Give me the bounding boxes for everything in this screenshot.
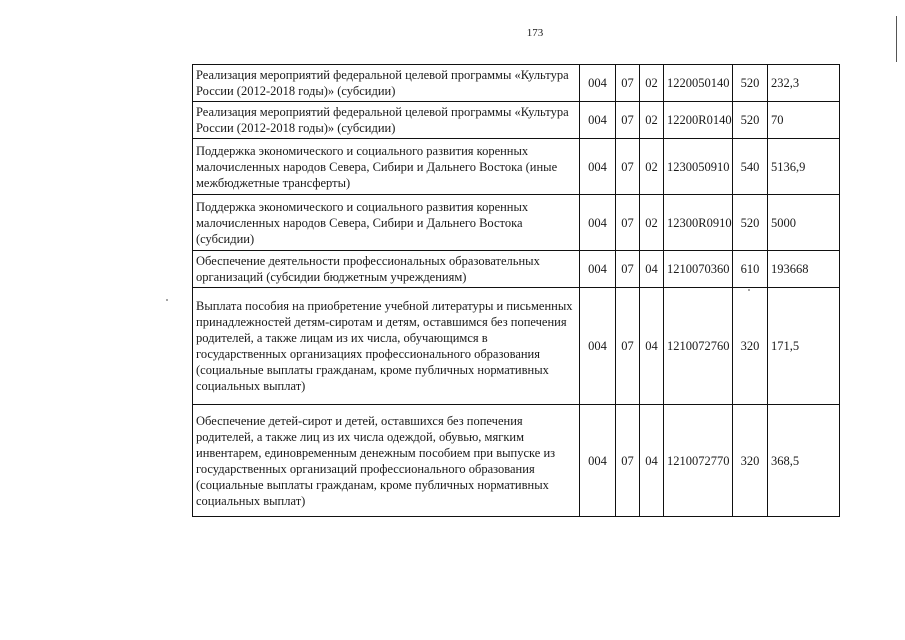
amount-value: 5136,9	[768, 139, 840, 195]
row-description: Поддержка экономического и социального развития коренных малочисленных народов Севера, Сибири и Дальнего Востока (иные межбюджетные трансферты)	[193, 139, 580, 195]
admin-code: 004	[580, 405, 616, 517]
table-row	[193, 405, 840, 517]
admin-code: 004	[580, 251, 616, 288]
budget-table	[192, 64, 840, 517]
table-row	[193, 65, 840, 102]
expense-type-code: 520	[733, 65, 768, 102]
section-code: 07	[616, 405, 640, 517]
row-description: Реализация мероприятий федеральной целевой программы «Культура России (2012-2018 годы)» (субсидии)	[193, 65, 580, 102]
expense-type-code: 610	[733, 251, 768, 288]
admin-code: 004	[580, 195, 616, 251]
table-row	[193, 195, 840, 251]
target-article-code: 12200R0140	[664, 102, 733, 139]
subsection-code: 04	[640, 288, 664, 405]
target-article-code: 1220050140	[664, 65, 733, 102]
amount-value: 5000	[768, 195, 840, 251]
amount-value: 193668	[768, 251, 840, 288]
row-description: Реализация мероприятий федеральной целевой программы «Культура России (2012-2018 годы)» (субсидии)	[193, 102, 580, 139]
subsection-code: 02	[640, 102, 664, 139]
scan-speck	[166, 299, 168, 301]
section-code: 07	[616, 102, 640, 139]
table-row	[193, 288, 840, 405]
admin-code: 004	[580, 288, 616, 405]
expense-type-code: 520	[733, 195, 768, 251]
expense-type-code: 320	[733, 405, 768, 517]
table-row	[193, 139, 840, 195]
table-row	[193, 102, 840, 139]
amount-value: 70	[768, 102, 840, 139]
amount-value: 368,5	[768, 405, 840, 517]
admin-code: 004	[580, 102, 616, 139]
target-article-code: 1210072760	[664, 288, 733, 405]
target-article-code: 1210072770	[664, 405, 733, 517]
row-description: Обеспечение деятельности профессиональных образовательных организаций (субсидии бюджетным учреждениям)	[193, 251, 580, 288]
section-code: 07	[616, 65, 640, 102]
expense-type-code: 520	[733, 102, 768, 139]
row-description: Обеспечение детей-сирот и детей, оставшихся без попечения родителей, а также лиц из их числа одеждой, обувью, мягким инвентарем, единовременным денежным пособием при выпуске из государственных организаций профессионального образования (социальные выплаты гражданам, кроме публичных нормативных социальных выплат)	[193, 405, 580, 517]
target-article-code: 1210070360	[664, 251, 733, 288]
subsection-code: 04	[640, 251, 664, 288]
amount-value: 171,5	[768, 288, 840, 405]
amount-value: 232,3	[768, 65, 840, 102]
target-article-code: 12300R0910	[664, 195, 733, 251]
subsection-code: 04	[640, 405, 664, 517]
page-number: 173	[526, 27, 544, 39]
subsection-code: 02	[640, 195, 664, 251]
section-code: 07	[616, 251, 640, 288]
subsection-code: 02	[640, 139, 664, 195]
expense-type-code: 320	[733, 288, 768, 405]
budget-table-body	[193, 65, 840, 517]
admin-code: 004	[580, 139, 616, 195]
section-code: 07	[616, 288, 640, 405]
table-row	[193, 251, 840, 288]
section-code: 07	[616, 139, 640, 195]
row-description: Поддержка экономического и социального развития коренных малочисленных народов Севера, Сибири и Дальнего Востока (субсидии)	[193, 195, 580, 251]
section-code: 07	[616, 195, 640, 251]
expense-type-code: 540	[733, 139, 768, 195]
row-description: Выплата пособия на приобретение учебной литературы и письменных принадлежностей детям-сиротам и детям, оставшимся без попечения родителей, а также лицам из их числа, обучающимся в государственных организациях профессионального образования (социальные выплаты гражданам, кроме публичных нормативных социальных выплат)	[193, 288, 580, 405]
admin-code: 004	[580, 65, 616, 102]
subsection-code: 02	[640, 65, 664, 102]
target-article-code: 1230050910	[664, 139, 733, 195]
scan-edge-mark	[896, 16, 897, 62]
